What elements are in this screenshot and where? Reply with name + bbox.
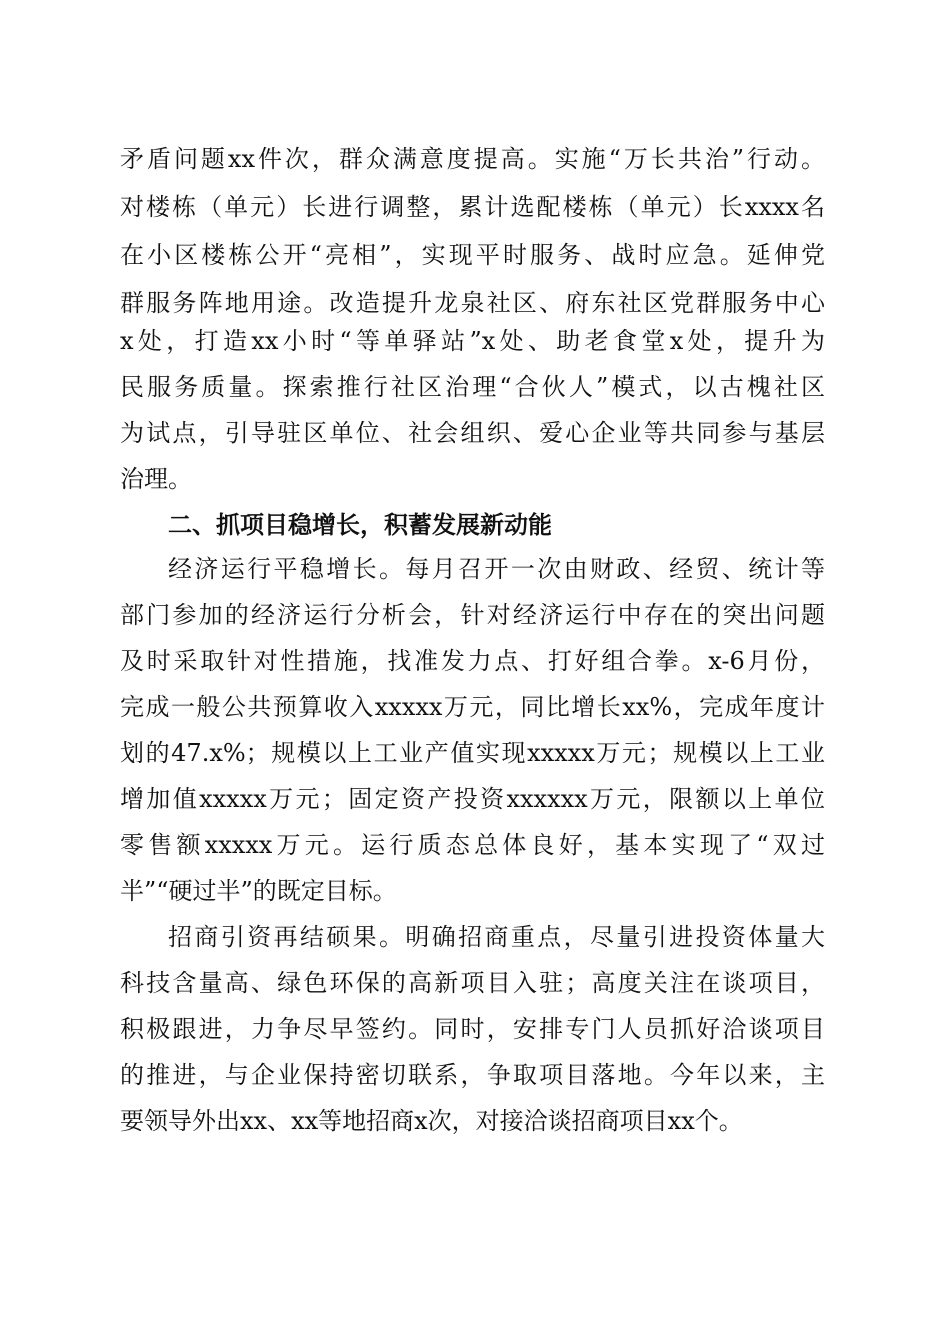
paragraph2-line-5: 划的47.x%；规模以上工业产值实现xxxxx万元；规模以上工业: [120, 739, 825, 767]
paragraph1-line-2: 对楼栋（单元）长进行调整，累计选配楼栋（单元）长xxxx名: [120, 193, 825, 221]
paragraph3-line-1: 招商引资再结硕果。明确招商重点，尽量引进投资体量大: [168, 923, 825, 951]
paragraph2-line-1: 经济运行平稳增长。每月召开一次由财政、经贸、统计等: [168, 555, 825, 583]
paragraph1-line-7: 为试点，引导驻区单位、社会组织、爱心企业等共同参与基层: [120, 419, 825, 447]
paragraph2-line-6: 增加值xxxxx万元；固定资产投资xxxxxx万元，限额以上单位: [120, 785, 825, 813]
section-heading: 二、抓项目稳增长，积蓄发展新动能: [168, 511, 552, 539]
paragraph2-line-2: 部门参加的经济运行分析会，针对经济运行中存在的突出问题: [120, 601, 825, 629]
paragraph2-line-7: 零售额xxxxx万元。运行质态总体良好，基本实现了“双过: [120, 831, 825, 859]
paragraph2-line-4: 完成一般公共预算收入xxxxx万元，同比增长xx%，完成年度计: [120, 693, 825, 721]
paragraph1-line-1: 矛盾问题xx件次，群众满意度提高。实施“万长共治”行动。: [120, 145, 825, 173]
paragraph3-line-4: 的推进，与企业保持密切联系，争取项目落地。今年以来，主: [120, 1061, 825, 1089]
paragraph2-line-3: 及时采取针对性措施，找准发力点、打好组合拳。x-6月份，: [120, 647, 825, 675]
paragraph2-line-8: 半”“硬过半”的既定目标。: [120, 877, 397, 905]
paragraph1-line-8: 治理。: [120, 465, 192, 493]
paragraph1-line-6: 民服务质量。探索推行社区治理“合伙人”模式，以古槐社区: [120, 373, 825, 401]
paragraph1-line-4: 群服务阵地用途。改造提升龙泉社区、府东社区党群服务中心: [120, 289, 825, 317]
paragraph3-line-5: 要领导外出xx、xx等地招商x次，对接洽谈招商项目xx个。: [120, 1107, 743, 1135]
paragraph3-line-3: 积极跟进，力争尽早签约。同时，安排专门人员抓好洽谈项目: [120, 1015, 825, 1043]
paragraph3-line-2: 科技含量高、绿色环保的高新项目入驻；高度关注在谈项目，: [120, 969, 825, 997]
paragraph1-line-3: 在小区楼栋公开“亮相”，实现平时服务、战时应急。延伸党: [120, 241, 825, 269]
paragraph1-line-5: x处，打造xx小时“等单驿站”x处、助老食堂x处，提升为: [120, 327, 825, 355]
